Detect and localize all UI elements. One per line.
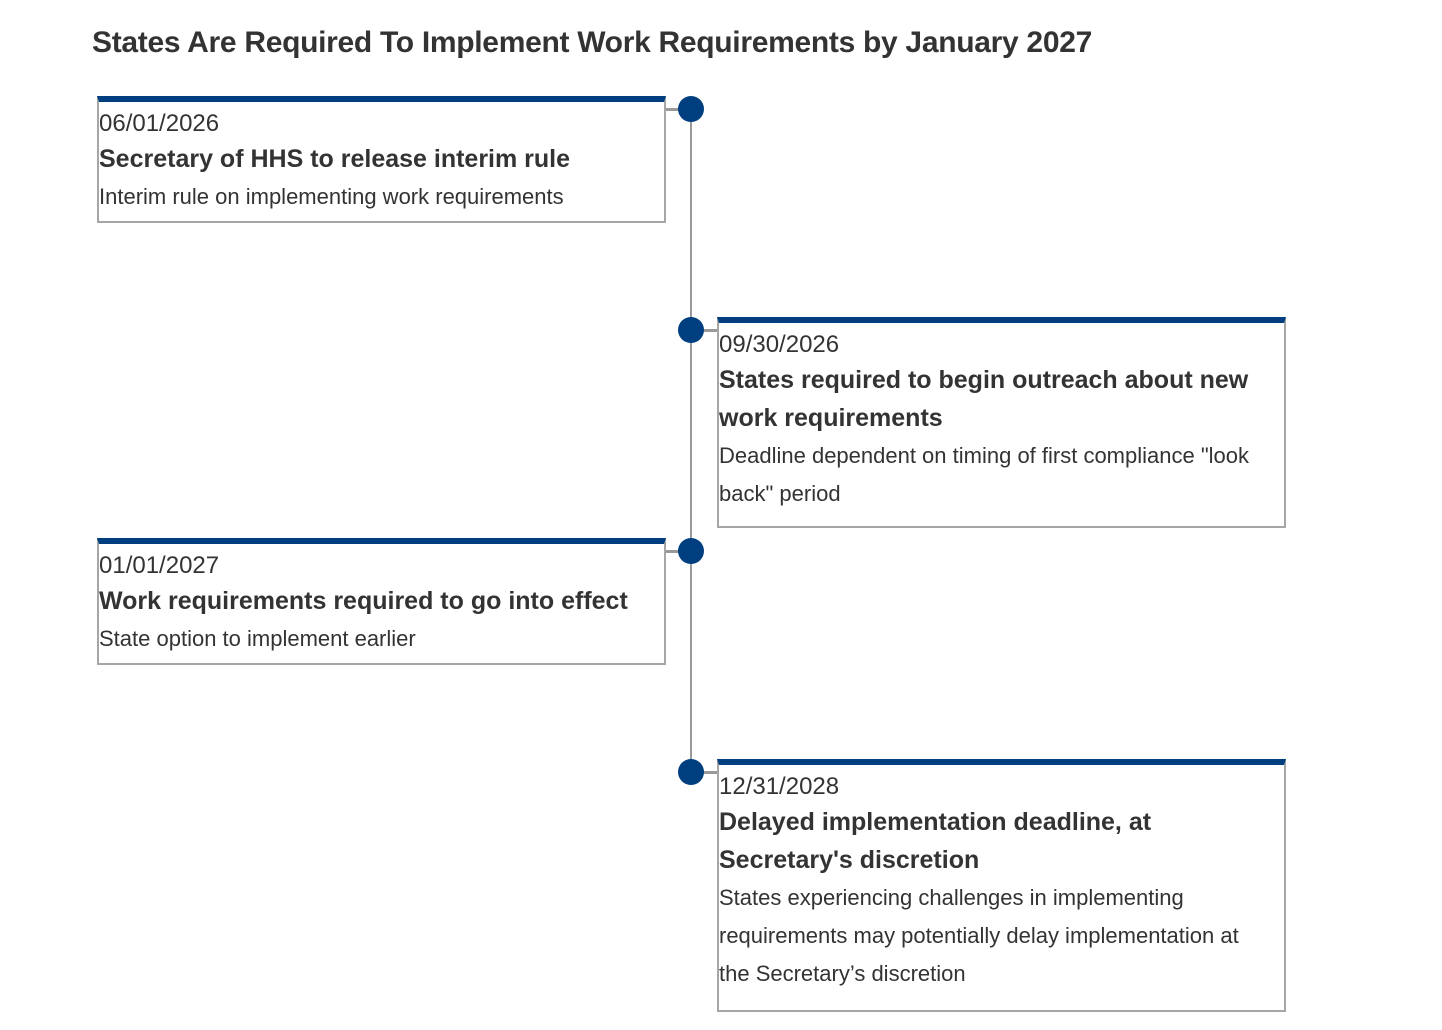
timeline-event-card: [717, 759, 1286, 1012]
event-date: 06/01/2026: [99, 110, 220, 137]
timeline-event-card: [97, 538, 666, 665]
event-headline: Work requirements required to go into effect: [99, 587, 628, 615]
timeline-event-card: [717, 317, 1286, 528]
timeline-marker: [678, 317, 704, 343]
event-date: 09/30/2026: [719, 331, 840, 358]
event-description: State option to implement earlier: [99, 626, 416, 651]
timeline-axis: [690, 108, 692, 772]
event-headline: Secretary of HHS to release interim rule: [99, 145, 571, 173]
timeline-event-card: [97, 96, 666, 223]
event-date: 01/01/2027: [99, 552, 220, 579]
event-description: Deadline dependent on timing of first compliance "look back" period: [719, 443, 1250, 506]
event-headline: Delayed implementation deadline, at Secretary's discretion: [719, 808, 1152, 874]
timeline-marker: [678, 538, 704, 564]
timeline-marker: [678, 759, 704, 785]
event-description: Interim rule on implementing work requirements: [99, 184, 564, 209]
event-description: States experiencing challenges in implementing requirements may potentially delay implementation at the Secretary’s discretion: [719, 885, 1239, 986]
timeline-marker: [678, 96, 704, 122]
event-date: 12/31/2028: [719, 773, 840, 800]
chart-title: States Are Required To Implement Work Requirements by January 2027: [92, 26, 1092, 59]
event-headline: States required to begin outreach about new work requirements: [719, 366, 1249, 432]
